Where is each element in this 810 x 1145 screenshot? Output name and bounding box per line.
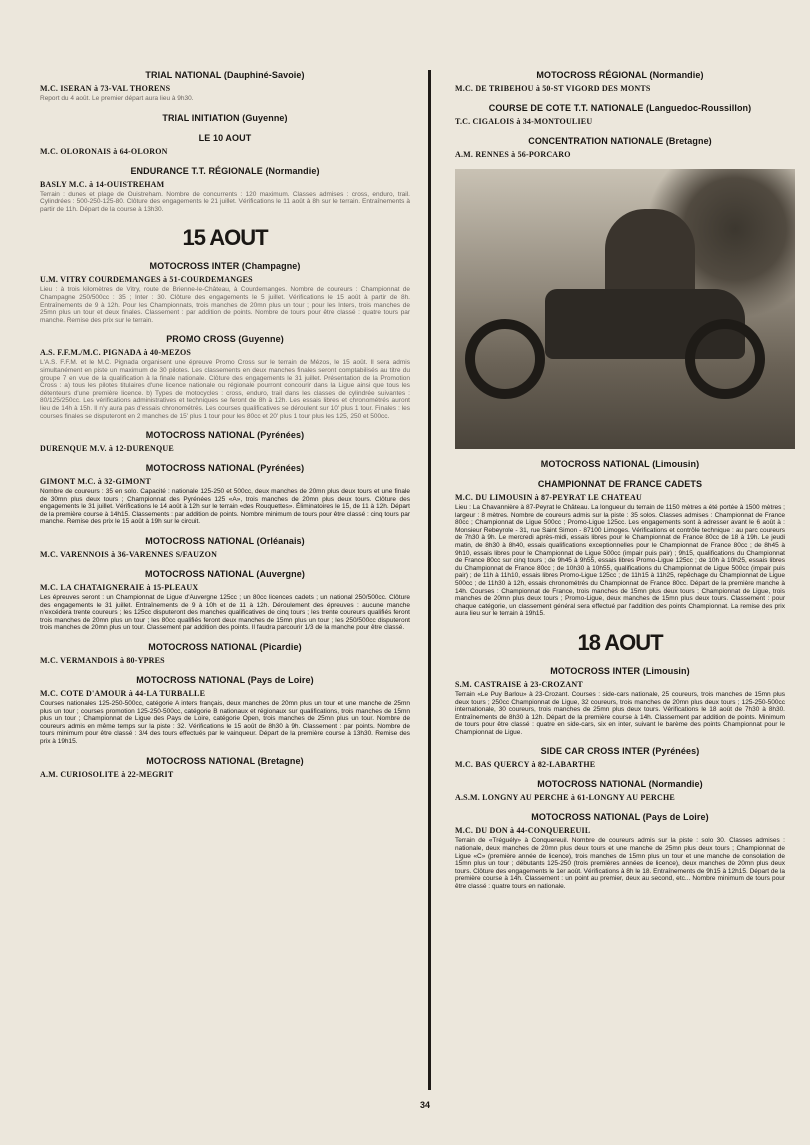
event-section (40, 536, 410, 559)
date-heading-15-aout: 15 AOUT (182, 225, 268, 251)
event-heading: ENDURANCE T.T. RÉGIONALE (Normandie) (130, 165, 320, 176)
club-name: M.C. DU LIMOUSIN à 87-PEYRAT LE CHATEAU (455, 493, 642, 502)
event-section (40, 642, 410, 665)
date-heading-18-aout: 18 AOUT (577, 629, 663, 655)
event-subheading: CHAMPIONNAT DE FRANCE CADETS (537, 479, 703, 489)
event-section (455, 103, 785, 126)
club-name: M.C. OLORONAIS à 64-OLORON (40, 146, 168, 156)
right-column (455, 60, 785, 893)
event-heading: SIDE CAR CROSS INTER (Pyrénées) (540, 746, 700, 757)
event-details: Report du 4 août. Le premier départ aura lieu à 9h30. (40, 95, 194, 102)
event-heading: MOTOCROSS NATIONAL (Normandie) (537, 779, 703, 790)
event-heading: MOTOCROSS RÉGIONAL (Normandie) (536, 70, 704, 80)
event-heading: TRIAL NATIONAL (Dauphiné-Savoie) (145, 70, 305, 80)
event-section (40, 430, 410, 453)
club-name: S.M. CASTRAISE à 23-CROZANT (455, 679, 583, 689)
club-name: BASLY M.C. à 14-OUISTREHAM (40, 179, 165, 189)
event-heading: MOTOCROSS NATIONAL (Picardie) (148, 642, 302, 653)
club-name: M.C. VERMANDOIS à 80-YPRES (40, 656, 165, 666)
club-name: M.C. LA CHATAIGNERAIE à 15-PLEAUX (40, 583, 199, 593)
event-heading: MOTOCROSS NATIONAL (Pays de Loire) (136, 675, 314, 686)
event-section (40, 334, 410, 420)
event-heading: MOTOCROSS NATIONAL (Orléanais) (145, 536, 305, 547)
event-heading: MOTOCROSS NATIONAL (Pays de Loire) (531, 812, 709, 823)
event-details: Nombre de coureurs : 35 en solo. Capacité : nationale 125-250 et 500cc, deux manches de 20mn plus deux tours et une finale de 30mn plus deux tours ; Championnat des Pyrénées 125 «A», trois manches de 20mn plus deux tours. Clôture des engagements le 31 juillet. Vérifications le 14 août à 12h sur le terrain «des Rouquettes». Éliminatoires le 15, de 11 à 12h. Départ de la première course à 14h15. Classements : par addition de points. Nombre minimum de tours pour être classé : cinq tours par manche. Remise des prix le 15 août à 19h sur le circuit. (40, 488, 410, 526)
event-details: Lieu : La Chavannière à 87-Peyrat le Château. La longueur du terrain de 1150 mètres a été portée à 1500 mètres ; largeur : 8 mètres. Nombre de coureurs admis sur la piste : 35 solos. Classes admises : Championnat de France 80cc ; Championnat de Ligue 500cc ; Promo-Ligue 125cc. Les engagements sont à adresser avant le 6 août à : Monsieur Rebeyrole - 31, rue Saint Simon - 87100 Limoges. Vérifications et contrôle technique : au parc coureurs de 7h30 à 9h. Le mercredi après-midi, essais libres pour le Championnat de France 80cc de 18 à 19h. Le jeudi matin, de 8h30 à 8h40, essais qualifications exceptionnelles pour le Championnat de France 80cc ; de 8h45 à 9h10, essais libres pour le Championnat de Ligue 500cc (impair puis pair) ; 9h15, qualifications du Championnat de France 80cc sur cinq tours ; de 9h45 à 9h55, essais libres Promo-Ligue 125cc ; de 10h à 10h25, essais libres du Championnat de France 80cc ; de 10h30 à 10h55, qualifications du Championnat de Ligue 500cc (impair puis pair) ; de 11h à 11h10, essais libres Promo-Ligue 125cc ; de 11h15 à 11h25, repêchage du Championnat de Ligue 500cc ; de 11h30 à 12h, essais chronométrés du Championnat de France 80cc. Départ de la première manche à 14h. Courses : Championnat de France, trois manches de 15mn plus deux tours ; Championnat de Ligue, trois manches de 20mn plus deux tours ; Promo-Ligue, deux manches de 15mn plus deux tours. Classement : pour chaque catégorie, un classement général sera effectué par l'addition des points Championnat. La remise des prix aura lieu sur le terrain à 19h15. (455, 504, 785, 618)
event-section (455, 779, 785, 802)
event-section (40, 261, 410, 324)
event-section (455, 136, 785, 159)
event-details: L'A.S. F.F.M. et le M.C. Pignada organisent une épreuve Promo Cross sur le terrain de Mézos, le 15 août. Il sera admis simultanément en piste un maximum de 30 pilotes. Les classements en deux manches finales seront comptabilisés au titre du groupe 7 en vue de la qualification à la finale nationale. Clôture des engagements le 31 juillet. Présentation de la Promotion Cross : a) tous les pilotes titulaires d'une licence nationale ou régionale pourront concourir dans la Ligue ainsi que tous les détenteurs d'une première licence. b) Types de motocycles : cross, enduro, trail dans les classes de cylindrée suivantes : 80/125/250cc. Les vérifications administratives et techniques se feront de 8h à 12h. Les essais libres et chronométrés auront lieu de 14h à 15h. Il n'y aura pas d'essais chronométrés. Les courses qualificatives se déroulent sur 10' plus 1 tour. Finales : les courses finales se disputeront en 2 manches de 15' plus 1 tour pour les 80cc et 20' plus 1 tour plus les 125, 250 et 500cc. (40, 359, 410, 420)
event-details: Terrain «Le Puy Barlou» à 23-Crozant. Courses : side-cars nationale, 25 coureurs, trois manches de 15mn plus deux tours ; 250cc Championnat de Ligue, 32 coureurs, trois manches de 20mn plus deux tours ; 125-250-500cc internationale, 30 coureurs, trois manches de 25mn plus deux tours. Vérifications le 18 août de 7h30 à 8h30. Entraînements de 8h30 à 12h. Départ de la première course à 14h. Classement par addition de points. Minimum de tours pour être classé : quatre en side-cars, six en inter, suivant le barème des points Championnat pour le Championnat de Ligue. (455, 690, 785, 736)
club-name: A.S.M. LONGNY AU PERCHE à 61-LONGNY AU PERCHE (455, 793, 675, 803)
left-column (40, 60, 410, 781)
club-name: M.C. BAS QUERCY à 82-LABARTHE (455, 760, 596, 770)
event-section (40, 166, 410, 214)
event-subheading: LE 10 AOUT (198, 132, 252, 143)
event-details: Terrain de «Tréguély» à Conquereuil. Nombre de coureurs admis sur la piste : solo 30. Classes admises : nationale, deux manches de 20mn plus deux tours et une manche de 25mn plus deux tours ; Championnat de Ligue «C» (première année de licence), trois manches de 15mn plus un tour et une manche de consolation de 15mn plus un tour ; débutants 125-250 (trois premières années de licence), deux manches de 20mn plus deux tours. Clôture des engagements le 1er août. Vérifications à 8h le 18. Entraînements de 9h15 à 12h15. Départ de la première course à 14h. Classement : un point au premier, deux au second, etc... Nombre minimum de tours pour être classé : quatre tours en nationale. (455, 837, 785, 891)
event-section (455, 70, 785, 93)
club-name: M.C. DE TRIBEHOU à 50-ST VIGORD DES MONTS (455, 84, 651, 93)
event-heading: TRIAL INITIATION (Guyenne) (162, 112, 288, 123)
club-name: M.C. COTE D'AMOUR à 44-LA TURBALLE (40, 689, 206, 699)
club-name: T.C. CIGALOIS à 34-MONTOULIEU (455, 117, 593, 126)
event-details: Terrain : dunes et plage de Ouistreham. Nombre de concurrents : 120 maximum. Classes admises : cross, enduro, trail. Cylindrées : 500-250-125-80. Clôture des engagements le 21 juillet. Vérifications le 11 août à 8h sur le terrain. Entraînements à partir de 11h. Départ de la course à 13h30. (40, 190, 410, 213)
club-name: M.C. DU DON à 44-CONQUEREUIL (455, 826, 591, 836)
event-heading: MOTOCROSS NATIONAL (Pyrénées) (145, 463, 305, 474)
photo-front-wheel (465, 319, 545, 399)
club-name: A.M. CURIOSOLITE à 22-MEGRIT (40, 769, 174, 779)
event-heading: PROMO CROSS (Guyenne) (166, 334, 284, 345)
event-heading: COURSE DE COTE T.T. NATIONALE (Languedoc-Roussillon) (488, 103, 752, 113)
event-heading: MOTOCROSS NATIONAL (Limousin) (540, 459, 700, 469)
club-name: M.C. VARENNOIS à 36-VARENNES S/FAUZON (40, 550, 218, 560)
event-heading: MOTOCROSS NATIONAL (Bretagne) (146, 755, 304, 766)
event-details: Courses nationales 125-250-500cc, catégorie A inters français, deux manches de 20mn plus un tour et une manche de 25mn plus un tour ; courses promotion 125-250-500cc, catégorie B nationaux et régionaux sur qualifications, trois manches de 15mn plus un tour ; Championnat de Ligue des Pays de Loire, catégorie Open, trois manches de 25mn plus un tour. Nombre de coureurs admis en même temps sur la piste : 32. Vérifications le 15 août de 8h30 à 9h. Classement : par points. Nombre de tours minimum pour être classé : 3/4 des tours effectués par le vainqueur. Départ de la première course à 13h30. Remise des prix à 19h15. (40, 700, 410, 745)
club-name: DURENQUE M.V. à 12-DURENQUE (40, 444, 174, 454)
event-section (40, 569, 410, 632)
event-details: Lieu : à trois kilomètres de Vitry, route de Brienne-le-Château, à Courdemanges. Nombre de coureurs : Championnat de Champagne 250/500cc : 35 ; Inter : 30. Clôture des engagements le 5 juillet. Vérifications le 15 août à partir de 8h. Entraînements de 9 à 12h. Pour les Championnats, trois manches de 20mn plus un tour ; pour les Inters, trois manches de 25mn plus un tour et deux finales. Classement : par addition de points. Nombre de tours pour être classé : quatre tours par manche. Remise des prix sur le terrain. (40, 286, 410, 324)
event-section (40, 756, 410, 779)
club-name: A.M. RENNES à 56-PORCARO (455, 150, 571, 159)
motocross-photo (455, 169, 795, 449)
event-section (40, 113, 410, 156)
club-name: A.S. F.F.M./M.C. PIGNADA à 40-MEZOS (40, 348, 192, 358)
club-name: GIMONT M.C. à 32-GIMONT (40, 477, 151, 487)
event-heading: MOTOCROSS NATIONAL (Pyrénées) (145, 430, 305, 441)
page-number: 34 (420, 1100, 431, 1110)
club-name: M.C. ISERAN à 73-VAL THORENS (40, 84, 171, 93)
event-section (455, 746, 785, 769)
club-name: U.M. VITRY COURDEMANGES à 51-COURDEMANGES (40, 275, 253, 285)
event-section (40, 463, 410, 526)
event-section (455, 666, 785, 737)
event-heading: MOTOCROSS NATIONAL (Auvergne) (145, 569, 305, 580)
column-divider (428, 70, 431, 1090)
event-heading: MOTOCROSS INTER (Limousin) (550, 665, 690, 676)
photo-rear-wheel (685, 319, 765, 399)
event-heading: MOTOCROSS INTER (Champagne) (149, 261, 301, 272)
event-details: Les épreuves seront : un Championnat de Ligue d'Auvergne 125cc ; un 80cc licences cadets ; un national 250/500cc. Clôture des engagements le 31 juillet. Entraînements de 9 à 10h et de 11 à 12h. Déroulement des épreuves : aucune manche n'excédera trente coureurs ; les 125cc disputeront des manches qualificatives de cinq tours ; les trente coureurs qualifiés feront trois manches de 20mn plus un tour ; les 80cc qualifiés feront deux manches de 15mn plus un tour ; les 250/500cc disputeront trois manches de 20mn plus un tour. Classement par addition des points. Il faudra parcourir 1/3 de la manche pour être classé. (40, 594, 410, 632)
event-section (455, 812, 785, 890)
event-section (40, 70, 410, 103)
event-section (455, 459, 785, 618)
event-section (40, 675, 410, 746)
event-heading: CONCENTRATION NATIONALE (Bretagne) (528, 136, 712, 146)
